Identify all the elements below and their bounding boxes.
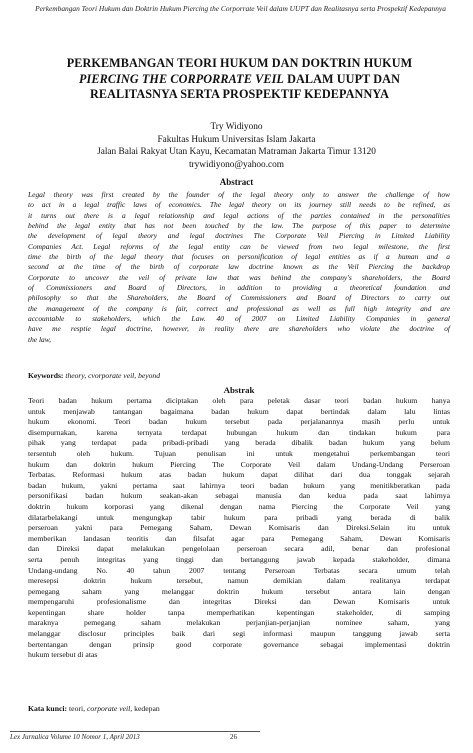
keywords-id-rest: , kedepan xyxy=(130,704,160,713)
abstract-en-line: the management of the company is fair, correct and professional as well as full high integrity and are xyxy=(28,303,450,313)
abstract-id-line: melanggar disclosur principles baik dari segi informasi maupun tanggung jawab serta xyxy=(28,629,450,639)
abstract-en-line: the law, xyxy=(28,334,51,344)
abstract-en-line: Companies Act. Legal reforms of the legal entity can be viewed from two legal milestone, the first xyxy=(28,241,450,251)
abstract-en-line: time the birth of the legal theory that focuses on personification of legal entities as if a human and a xyxy=(28,252,450,262)
abstract-id-line: hukum dan doktrin hukum Piercing The Corporate Veil dalam Undang-Undang Perseroan xyxy=(28,459,450,469)
abstract-id-line: badan hukum, yakni pertama saat lahirnya teori badan hukum yang menitikberatkan pada xyxy=(28,480,450,490)
abstract-id-line: maraknya pemegang saham melakukan perjanjian-perjanjian nominee saham, yang xyxy=(28,618,450,628)
abstract-id-line: memberikan landasan teoritis dan filsafat agar para Pemegang Saham, Dewan Komisaris xyxy=(28,533,450,543)
keywords-en xyxy=(28,371,160,381)
running-head: Perkembangan Teori Hukum dan Doktrin Hukum Piercing the Corporrate Veil dalam UUPT dan Realitasnya serta Prospektif Kedepannya xyxy=(35,4,446,13)
abstract-id-line: doktrin hukum korporasi yang dikenal dengan nama Piercing the Corporate Veil yang xyxy=(28,501,450,511)
abstract-id-line: untuk menjawab tantangan bagaimana badan hukum dapat bertindak dalam lalu lintas xyxy=(28,406,450,416)
abstract-id-line: dilatarbelakangi untuk mengungkap tabir hukum para pribadi yang berada di balik xyxy=(28,512,450,522)
abstract-en-line: philosophy so that the Shareholders, the Board of Commissioners and Board of Directors to carry out xyxy=(28,293,450,303)
abstract-id-line: pemegang saham yang melanggar doktrin hukum tersebut antara lain dengan xyxy=(28,586,450,596)
abstract-en-body xyxy=(28,190,450,345)
abstract-id-line: pihak yang terdapat pada pribadi-pribadi yang berada dibalik badan hukum yang belum xyxy=(28,438,450,448)
title-line-2-rest: DALAM UUPT DAN xyxy=(283,71,400,86)
abstract-id-line: disempurnakan, karena ternyata terdapat hubungan hukum dan tindakan hukum para xyxy=(28,427,450,437)
abstract-en-line: Legal theory was first created by the founder of the legal theory only to answer the challenge of how xyxy=(28,190,450,199)
abstract-id-line: Teori badan hukum pertama diciptakan oleh para peletak dasar teori badan hukum hanya xyxy=(28,396,450,405)
title-italic-part: PIERCING THE CORPORRATE VEIL xyxy=(79,71,284,86)
abstract-id-line: Terbatas. Reformasi hukum atas badan hukum dapat dilihat dari dua tonggak sejarah xyxy=(28,470,450,480)
abstract-id-line: tersentuh oleh hukum. Tujuan penulisan ini untuk mengetahui perkembangan teori xyxy=(28,448,450,458)
abstract-id-line: bertentangan dengan prinsip good corporate governance sebagai implementasi doktrin xyxy=(28,639,450,649)
footer-journal: Lex Jurnalica Volume 10 Nomor 1, April 2013 xyxy=(10,733,140,741)
abstract-en-heading: Abstract xyxy=(219,177,254,187)
author-faculty: Fakultas Hukum Universitas Islam Jakarta xyxy=(157,134,316,145)
author-block xyxy=(30,121,443,171)
abstract-en-line: second at the time of the birth of corporate law doctrine known as the Veil Piercing the backdrop xyxy=(28,262,450,272)
author-address: Jalan Balai Rakyat Utan Kayu, Kecamatan Matraman Jakarta Timur 13120 xyxy=(97,147,376,158)
keywords-en-text: theory, cvorporate veil, beyond xyxy=(63,371,161,380)
abstract-en-line: Corporate to uncover the veil of private law that was behind the company's shareholders, the Board xyxy=(28,272,450,282)
abstract-id-line: Undang-undang No. 40 tahun 2007 tentang Perseroan Terbatas secara umum telah xyxy=(28,565,450,575)
abstract-en-line: of Commissioners and Board of Directors, in addition to providing a theoretical foundation and xyxy=(28,283,450,293)
keywords-id xyxy=(28,704,160,714)
abstract-id-line: perseroan yakni para Pemegang Saham, Dewan Komisaris dan Direksi.Selain itu untuk xyxy=(28,523,450,533)
abstract-en-line: have me resptie legal doctrine, however, in reality there are shareholders who violate the doctrine of xyxy=(28,324,450,334)
abstract-id-line: meresepsi doktrin hukum tersebut, namun demikian dalam realitanya terdapat xyxy=(28,576,450,586)
footer-rule xyxy=(10,731,260,732)
title-line-3: REALITASNYA SERTA PROSPEKTIF KEDEPANNYA xyxy=(89,87,390,101)
paper-title xyxy=(22,56,457,103)
keywords-id-text: teori, xyxy=(67,704,87,713)
abstract-en-line: to act in a legal traffic laws of economics. The legal theory on its journey still needs to be refined, as xyxy=(28,200,450,210)
abstract-en-line: accountable to stakeholders, which the Law. 40 of 2007 on Limited Liability Companies in general xyxy=(28,314,450,324)
keywords-id-italic: corporate veil xyxy=(86,704,131,713)
page-number: 26 xyxy=(230,733,237,741)
title-line-2 xyxy=(22,72,457,88)
abstract-id-heading: Abstrak xyxy=(223,385,255,395)
abstract-id-body xyxy=(28,385,450,661)
keywords-id-label: Kata kunci: xyxy=(28,704,68,713)
author-email[interactable]: trywidiyono@yahoo.com xyxy=(188,159,285,170)
abstract-id-line: mempengaruhi profesionalisme dan integritas Direksi dan Dewan Komisaris untuk xyxy=(28,597,450,607)
title-line-1: PERKEMBANGAN TEORI HUKUM DAN DOKTRIN HUKUM xyxy=(66,56,413,70)
abstract-id-line: dan Direksi dapat melakukan pengelolaan perseroan secara adil, benar dan profesional xyxy=(28,544,450,554)
author-name: Try Widiyono xyxy=(210,122,263,132)
abstract-id-line: serta penuh integritas yang tinggi dan bertanggung jawab kepada stakeholder, dimana xyxy=(28,554,450,564)
abstract-en-line: it turns out there is a legal relationship and legal actions of the parties contained in the personalities xyxy=(28,210,450,220)
abstract-en-line: behind the legal entity that has not been touched by the law. The purpose of this paper to determine xyxy=(28,221,450,231)
abstract-id-line: kepentingan share holder tanpa memperhatikan kepentingan stakeholder, di samping xyxy=(28,607,450,617)
abstract-id-line: hukum ekonomi. Teori badan hukum tersebut pada perjalanannya masih perlu untuk xyxy=(28,417,450,427)
abstract-en-line: the development of legal theory and legal doctrines The Corporate Veil Piercing in Limited Liability xyxy=(28,231,450,241)
abstract-id-line: personifikasi badan hukum seakan-akan sebagai manusia dan kedua pada saat lahirnya xyxy=(28,491,450,501)
keywords-en-label: Keywords: xyxy=(28,371,64,380)
abstract-id-line: hukum tersebut di atas xyxy=(28,650,98,660)
